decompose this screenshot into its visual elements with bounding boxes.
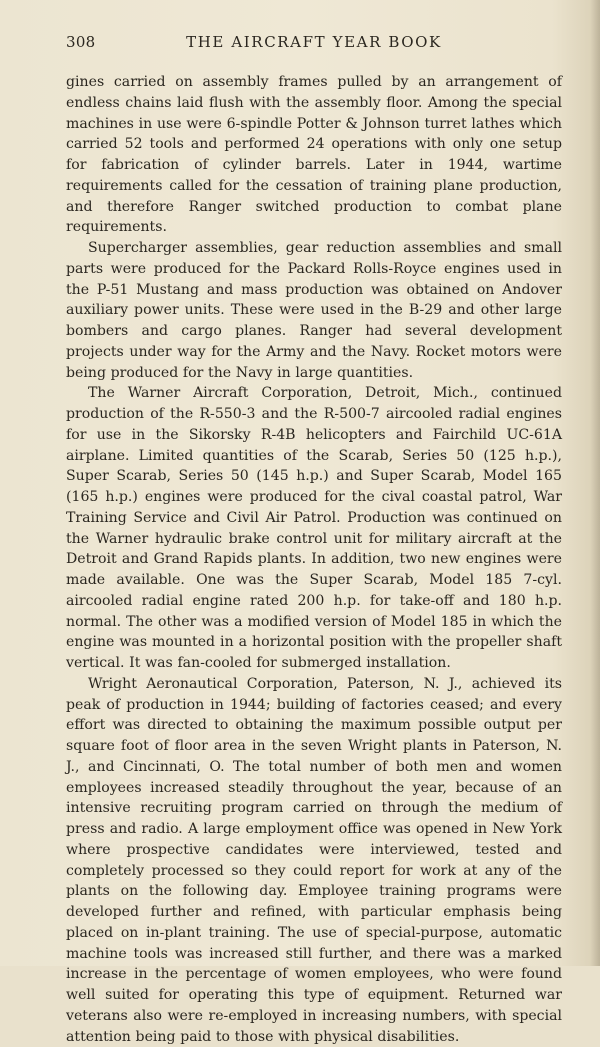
page-edge-shadow xyxy=(590,0,600,966)
running-title: THE AIRCRAFT YEAR BOOK xyxy=(186,33,442,51)
paragraph: Wright Aeronautical Corporation, Paterson, N. J., achieved its peak of production in 1944; building of factories ceased; and every effort was directed to obtaining the maximum possible output per square foot of floor area in the seven Wright plants in Paterson, N. J., and Cincinnati, O. The total number of both men and women employees increased steadily throughout the year, because of an intensive recruiting program carried on through the medium of press and radio. A large employment office was opened in New York where prospective candidates were interviewed, tested and completely processed so they could report for work at any of the plants on the following day. Employee training programs were developed further and refined, with particular emphasis being placed on in-plant training. The use of special-purpose, automatic machine tools was increased still further, and there was a marked increase in the percentage of women employees, who were found well suited for operating this type of equipment. Returned war veterans also were re-employed in increasing numbers, with special attention being paid to those with physical disabilities. xyxy=(66,675,562,1045)
page-number: 308 xyxy=(66,33,96,51)
paragraph: Supercharger assemblies, gear reduction assemblies and small parts were produced for the Packard Rolls-Royce engines used in the P-51 Mustang and mass production was obtained on Andover auxiliary power units. These were used in the B-29 and other large bombers and cargo planes. Ranger had several development projects under way for the Army and the Navy. Rocket motors were being produced for the Navy in large quantities. xyxy=(66,240,562,381)
page-header xyxy=(66,33,562,59)
paragraph: gines carried on assembly frames pulled by an arrangement of endless chains laid flush with the assembly floor. Among the special machines in use were 6-spindle Potter & Johnson turret lathes which carried 52 tools and performed 24 operations with only one setup for fabrication of cylinder barrels. Later in 1944, wartime requirements called for the cessation of training plane production, and therefore Ranger switched production to combat plane requirements. xyxy=(66,74,562,236)
paragraph: The Warner Aircraft Corporation, Detroit, Mich., continued production of the R-550-3 and the R-500-7 aircooled radial engines for use in the Sikorsky R-4B helicopters and Fairchild UC-61A airplane. Limited quantities of the Scarab, Series 50 (125 h.p.), Super Scarab, Series 50 (145 h.p.) and Super Scarab, Model 165 (165 h.p.) engines were produced for the cival coastal patrol, War Training Service and Civil Air Patrol. Production was continued on the Warner hydraulic brake control unit for military aircraft at the Detroit and Grand Rapids plants. In addition, two new engines were made available. One was the Super Scarab, Model 185 7-cyl. aircooled radial engine rated 200 h.p. for take-off and 180 h.p. normal. The other was a modified version of Model 185 in which the engine was mounted in a horizontal position with the propeller shaft vertical. It was fan-cooled for submerged installation. xyxy=(66,385,562,671)
body-text xyxy=(66,72,562,1047)
